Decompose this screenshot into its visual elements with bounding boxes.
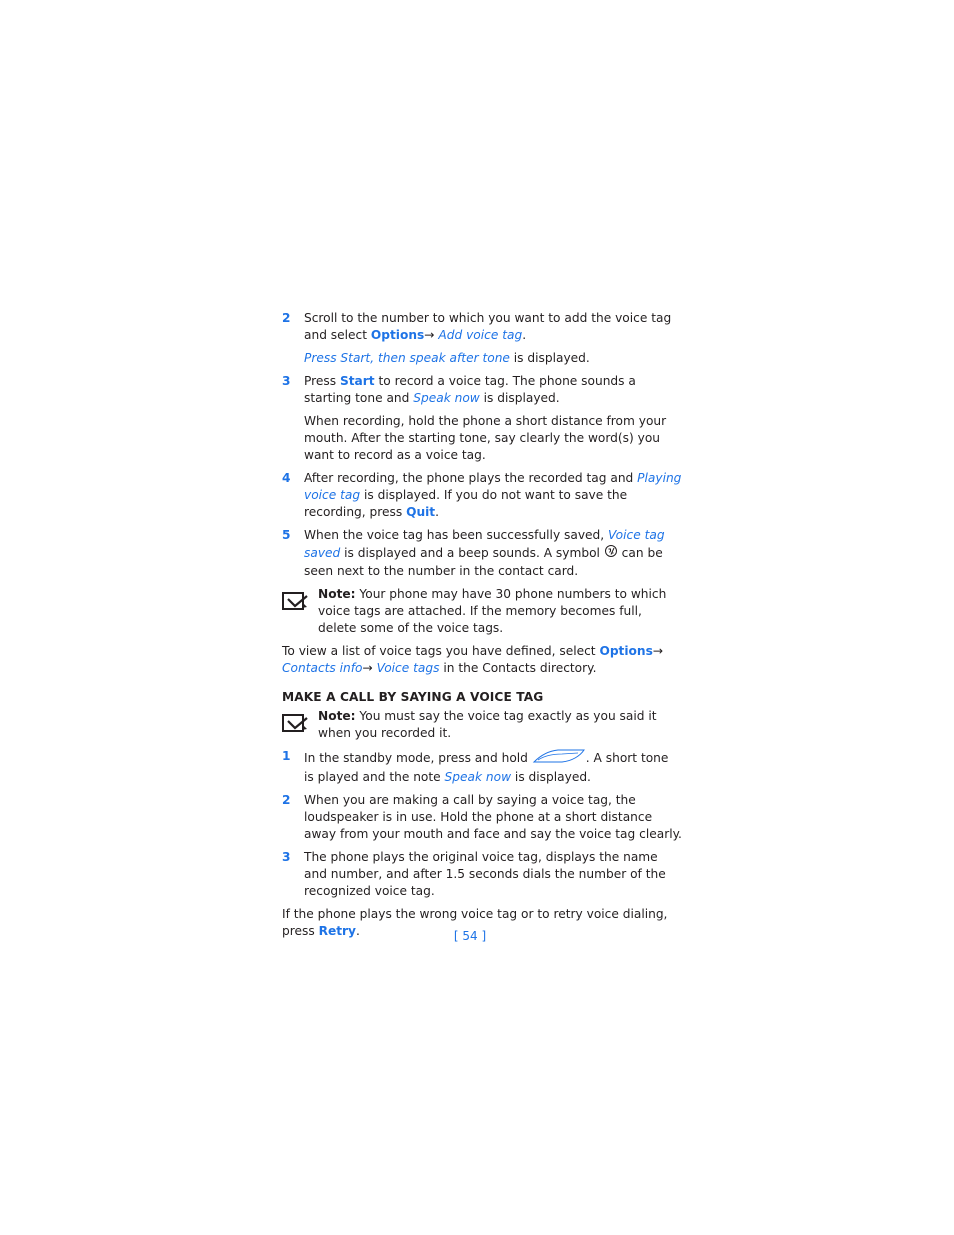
view-voice-tags-paragraph: To view a list of voice tags you have defined, select Options→ Contacts info→ Voice tags in the Contacts directory. bbox=[282, 644, 664, 675]
voice-tag-saved-message: Voice tag saved bbox=[304, 528, 665, 560]
call-step-3: 3 The phone plays the original voice tag, displays the name and number, and after 1.5 seconds dials the number of the recognized voice tag. bbox=[282, 850, 666, 898]
call-step-2: 2 When you are making a call by saying a voice tag, the loudspeaker is in use. Hold the phone at a short distance away from your mouth and face and say the voice tag clearly. bbox=[282, 793, 682, 841]
step-2: 2 Scroll to the number to which you want to add the voice tag and select Options→ Add voice tag. bbox=[282, 311, 672, 342]
speak-now-message: Speak now bbox=[444, 770, 512, 784]
step-5: 5 When the voice tag has been successfully saved, Voice tag saved is displayed and a beep sounds. A symbol can be seen next to the number in the contact card. bbox=[282, 528, 665, 578]
voice-tags-option: Voice tags bbox=[376, 661, 440, 675]
section-heading: MAKE A CALL BY SAYING A VOICE TAG bbox=[282, 690, 544, 704]
manual-page-content bbox=[282, 310, 682, 946]
step-number: 3 bbox=[282, 374, 291, 388]
note-memory: Note: Your phone may have 30 phone numbers to which voice tags are attached. If the memory becomes full, delete some of the voice tags. bbox=[282, 586, 682, 637]
step-2-detail: Press Start, then speak after tone is displayed. bbox=[304, 351, 590, 365]
options-keyword: Options bbox=[370, 328, 425, 342]
note-icon bbox=[282, 712, 308, 734]
voice-tag-symbol-icon bbox=[604, 544, 618, 563]
retry-paragraph: If the phone plays the wrong voice tag or to retry voice dialing, press Retry. bbox=[282, 907, 668, 938]
arrow: → bbox=[362, 661, 377, 675]
step-number: 3 bbox=[282, 850, 291, 864]
step-number: 2 bbox=[282, 311, 291, 325]
step-number: 4 bbox=[282, 471, 291, 485]
step-3-detail: When recording, hold the phone a short distance from your mouth. After the starting tone, say clearly the word(s) you want to record as a voice tag. bbox=[304, 414, 667, 462]
press-start-message: Press Start, then speak after tone bbox=[304, 351, 510, 365]
arrow: → bbox=[652, 644, 664, 658]
speak-now-message: Speak now bbox=[413, 391, 480, 405]
step-number: 1 bbox=[282, 749, 291, 763]
playing-voice-tag-message: Playing voice tag bbox=[304, 471, 682, 502]
page-number: [ 54 ] bbox=[453, 929, 487, 943]
contacts-info-option: Contacts info bbox=[282, 661, 363, 675]
step-3: 3 Press Start to record a voice tag. The phone sounds a starting tone and Speak now is displayed. bbox=[282, 374, 636, 405]
step-4: 4 After recording, the phone plays the recorded tag and Playing voice tag is displayed. If you do not want to save the recording, press Quit. bbox=[282, 471, 682, 519]
note-exact-voice-tag: Note: You must say the voice tag exactly as you said it when you recorded it. bbox=[282, 708, 682, 742]
call-step-1: 1 In the standby mode, press and hold . A short tone is played and the note Speak now is displayed. bbox=[282, 749, 669, 784]
arrow: → bbox=[424, 328, 439, 342]
add-voice-tag-option: Add voice tag bbox=[438, 328, 523, 342]
note-icon bbox=[282, 590, 308, 612]
voice-key-icon bbox=[532, 748, 586, 769]
note-label: Note: bbox=[318, 709, 356, 723]
options-keyword: Options bbox=[599, 644, 653, 658]
step-number: 2 bbox=[282, 793, 291, 807]
note-label: Note: bbox=[318, 587, 356, 601]
quit-keyword: Quit bbox=[406, 505, 436, 519]
step-number: 5 bbox=[282, 528, 291, 542]
retry-keyword: Retry bbox=[318, 924, 356, 938]
start-keyword: Start bbox=[339, 374, 375, 388]
